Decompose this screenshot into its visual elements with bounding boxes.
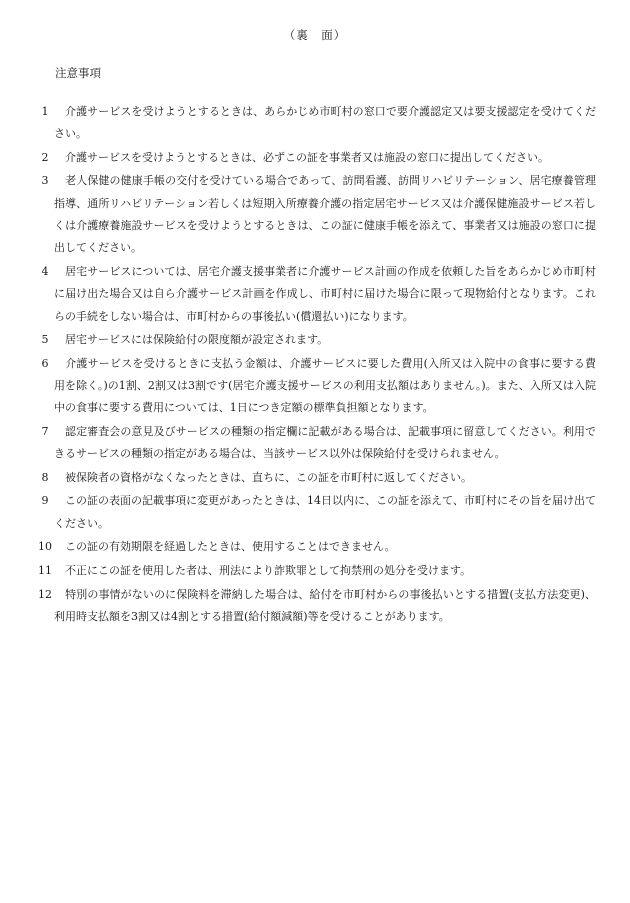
- note-item: [36, 329, 596, 351]
- note-number: 10: [38, 540, 52, 554]
- note-text: 居宅サービスには保険給付の限度額が設定されます。: [54, 333, 329, 347]
- note-number: 1: [41, 105, 49, 118]
- notes-list: [36, 101, 596, 629]
- note-text: 介護サービスを受けようとするときは、必ずこの証を事業者又は施設の窓口に提出してください。: [54, 150, 549, 164]
- note-item: [36, 261, 596, 328]
- note-number: 9: [41, 494, 49, 508]
- note-item: [36, 101, 596, 146]
- note-number: 4: [41, 264, 49, 278]
- note-item: [36, 584, 596, 629]
- note-item: [36, 421, 596, 466]
- note-item: [36, 147, 596, 169]
- note-text: この証の表面の記載事項に変更があったときは、14日以内に、この証を添えて、市町村にその旨を届け出てください。: [54, 494, 596, 530]
- note-number: 6: [41, 356, 49, 370]
- note-text: 不正にこの証を使用した者は、刑法により詐欺罪として拘禁刑の処分を受けます。: [54, 563, 472, 577]
- note-number: 8: [41, 470, 49, 484]
- note-text: 介護サービスを受けようとするときは、あらかじめ市町村の窓口で要介護認定又は要支援認定を受けてください。: [54, 105, 596, 141]
- note-item: [36, 536, 596, 558]
- page-header: （裏 面）: [283, 28, 347, 42]
- note-item: [36, 560, 596, 582]
- section-title: 注意事項: [55, 66, 101, 80]
- note-item: [36, 467, 596, 489]
- note-item: [36, 170, 596, 259]
- note-text: 居宅サービスについては、居宅介護支援事業者に介護サービス計画の作成を依頼した旨をあらかじめ市町村に届け出た場合又は自ら介護サービス計画を作成し、市町村に届けた場合に限って現物給付となります。これらの手続をしない場合は、市町村からの事後払い(償還払い)になります。: [54, 264, 596, 323]
- note-number: 7: [41, 424, 49, 438]
- note-text: 被保険者の資格がなくなったときは、直ちに、この証を市町村に返してください。: [54, 470, 472, 484]
- note-number: 5: [41, 333, 49, 347]
- note-number: 11: [38, 563, 52, 577]
- note-number: 2: [41, 150, 49, 164]
- note-item: [36, 490, 596, 535]
- note-item: [36, 353, 596, 420]
- note-text: 介護サービスを受けるときに支払う金額は、介護サービスに要した費用(入所又は入院中の食事に要する費用を除く。)の1割、2割又は3割です(居宅介護支援サービスの利用支払額はありません。)。また、入所又は入院中の食事に要する費用については、1日につき定額の標準負担額となります。: [54, 356, 596, 415]
- note-number: 12: [38, 587, 52, 601]
- note-number: 3: [41, 174, 49, 188]
- note-text: 特別の事情がないのに保険料を滞納した場合は、給付を市町村からの事後払いとする措置(支払方法変更)、利用時支払額を3割又は4割とする措置(給付額減額)等を受けることがあります。: [54, 587, 596, 623]
- note-text: 老人保健の健康手帳の交付を受けている場合であって、訪問看護、訪問リハビリテーション、居宅療養管理指導、通所リハビリテーション若しくは短期入所療養介護の指定居宅サービス又は介護保健施設サービス若しくは介護療養施設サービスを受けようとするときは、この証に健康手帳を添えて、事業者又は施設の窓口に提出してください。: [54, 174, 596, 255]
- note-text: この証の有効期限を経過したときは、使用することはできません。: [54, 540, 396, 554]
- note-text: 認定審査会の意見及びサービスの種類の指定欄に記載がある場合は、記載事項に留意してください。利用できるサービスの種類の指定がある場合は、当該サービス以外は保険給付を受けられません。: [54, 424, 596, 461]
